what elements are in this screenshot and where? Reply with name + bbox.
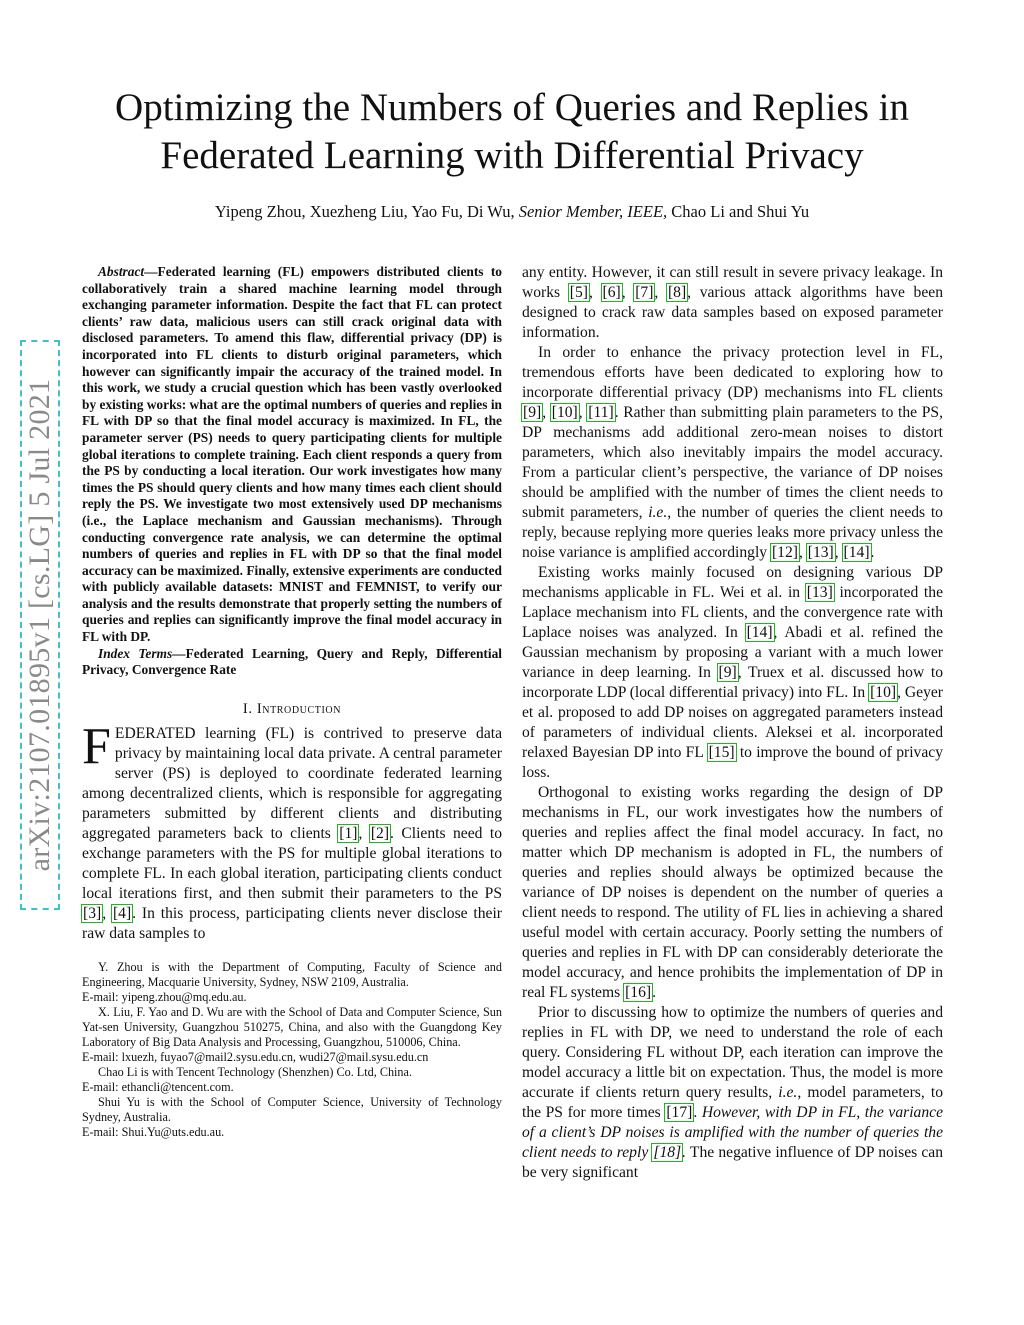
arxiv-identifier: arXiv:2107.01895v1 [cs.LG] 5 Jul 2021 [23, 378, 56, 872]
text: incorporated the Laplace mechanism into FL clients, and the convergence rate with Laplace noises was analyzed. In [522, 584, 943, 641]
text: . [652, 984, 656, 1001]
left-column [82, 264, 502, 1140]
abstract-lead: Abstract [98, 264, 145, 279]
text-italic: . [682, 1144, 687, 1161]
body-paragraph: any entity. However, it can still result in severe privacy leakage. In works [5], [6], [7], [8], various attack algorithms have been designed to crack raw data samples based on exposed parameter information. [522, 264, 943, 341]
text: . Rather than submitting plain parameters to the PS, DP mechanisms add additional zero-mean noises to distort parameters, which also inevitably impairs the model accuracy. From a particular client’s perspective, the variance of DP noises should be amplified with the number of times the client needs to submit parameters, [522, 404, 944, 521]
author-list [60, 202, 964, 222]
text: . [693, 1104, 702, 1121]
text: , Abadi et al. refined the Gaussian mechanism by proposing a variant with a much lower variance in deep learning. In [522, 624, 943, 681]
intro-paragraph [82, 717, 503, 944]
text: , various attack algorithms have been designed to crack raw data samples based on exposed parameter information. [522, 284, 943, 341]
author-title: Senior Member, IEEE, [518, 202, 668, 221]
body-paragraph: In order to enhance the privacy protection level in FL, tremendous efforts have been dedicated to exploring how to incorporate differential privacy (DP) mechanisms into FL clients [9], [10], [11]. Rather than submitting plain parameters to the PS, DP mechanisms add additional zero-mean noises to distort parameters, which also inevitably impairs the model accuracy. From a particular client’s perspective, the variance of DP noises should be amplified with the number of times the client needs to submit parameters, i.e., the number of queries the client needs to reply, because replying more queries leaks more privacy unless the noise variance is amplified accordingly [12], [13], [14]. [522, 344, 944, 561]
paper-title [60, 84, 964, 180]
footnote-email: E-mail: yipeng.zhou@mq.edu.au. [82, 989, 247, 1004]
citation-6[interactable]: [6] [602, 284, 621, 301]
sep: , [358, 824, 370, 842]
citation-16[interactable]: [16] [625, 984, 652, 1001]
footnote: Y. Zhou is with the Department of Computing, Faculty of Science and Engineering, Macquarie University, Sydney, NSW 2109, Australia. [82, 959, 502, 989]
citation-3[interactable]: [3] [83, 904, 102, 922]
index-terms-text: —Federated Learning, Query and Reply, Differential Privacy, Convergence Rate [82, 645, 502, 678]
text: Existing works mainly focused on designing various DP mechanisms applicable in FL. Wei et al. in [522, 564, 943, 601]
arxiv-stamp [20, 340, 60, 910]
citation-9[interactable]: [9] [523, 404, 542, 421]
footnote-email: E-mail: ethancli@tencent.com. [82, 1079, 234, 1094]
index-terms [82, 646, 502, 679]
citation-11[interactable]: [11] [588, 404, 614, 421]
intro-text-b: . Clients need to exchange parameters with the PS for multiple global iterations to complete FL. In each global iteration, participating clients conduct local iterations first, and then submit their parameters to the PS [82, 824, 502, 902]
citation-10[interactable]: [10] [870, 684, 897, 701]
text: . [870, 544, 875, 561]
intro-first-word: EDERATED [114, 724, 196, 742]
citation-13[interactable]: [13] [807, 544, 834, 561]
text: , the number of queries the client needs to reply, because replying more queries leaks more privacy unless the noise variance is amplified accordingly [522, 504, 943, 561]
citation-14[interactable]: [14] [746, 624, 773, 641]
abstract [82, 264, 502, 646]
citation-4[interactable]: [4] [112, 904, 132, 922]
citation-10[interactable]: [10] [551, 404, 578, 421]
intro-text-a: learning (FL) is contrived to preserve data privacy by maintaining local data private. A central parameter server (PS) is deployed to coordinate federated learning among decentralized clients, which is responsible for aggregating parameters submitted by different clients and distributing aggregated parameters back to clients [82, 724, 502, 842]
citation-18[interactable]: [18] [653, 1144, 682, 1161]
citation-14[interactable]: [14] [843, 544, 870, 561]
footnotes [82, 960, 502, 1140]
citation-17[interactable]: [17] [666, 1104, 693, 1121]
section-number: I. [242, 700, 253, 717]
text: to improve the bound of privacy loss. [522, 744, 943, 781]
index-terms-lead: Index Terms [98, 645, 173, 661]
body-paragraph [522, 783, 943, 1003]
text-italic: However, with DP in FL, the variance of a client’s DP noises is amplified with the number of queries the client needs to reply [522, 1104, 943, 1161]
authors-part-1: Yipeng Zhou, Xuezheng Liu, Yao Fu, Di Wu, [214, 202, 515, 221]
text: any entity. However, it can still result in severe privacy leakage. In works [522, 264, 943, 301]
footnote: X. Liu, F. Yao and D. Wu are with the School of Data and Computer Science, Sun Yat-sen University, Guangzhou 510275, China, and also with the Guangdong Key Laboratory of Big Data Analysis and Processing, Guangzhou, 510006, China. [82, 1004, 502, 1049]
citation-13[interactable]: [13] [806, 584, 833, 601]
text: Orthogonal to existing works regarding the design of DP mechanisms in FL, our work investigates how the numbers of queries and replies affect the final model accuracy. In fact, no matter which DP mechanism is adopted in FL, the numbers of queries and replies should always be optimized because the variance of DP noises is dependent on the number of queries a client needs to respond. The utility of FL lies in achieving a shared useful model with certain accuracy. Poorly setting the numbers of queries and replies in FL with DP can considerably deteriorate the model accuracy, and hence prohibits the implementation of DP in real FL systems [522, 784, 943, 1001]
text: , Geyer et al. proposed to add DP noises on aggregated parameters instead of parameters of individual clients. Aleksei et al. incorporated relaxed Bayesian DP into FL [522, 684, 943, 761]
citation-5[interactable]: [5] [569, 284, 588, 301]
citation-7[interactable]: [7] [635, 284, 654, 301]
text: , Truex et al. discussed how to incorporate LDP (local differential privacy) into FL. In [522, 664, 943, 701]
section-heading [82, 701, 502, 718]
citation-15[interactable]: [15] [708, 744, 735, 761]
citation-9[interactable]: [9] [718, 664, 737, 681]
footnote-email: E-mail: lxuezh, fuyao7@mail2.sysu.edu.cn, wudi27@mail.sysu.edu.cn [82, 1049, 429, 1064]
text-italic: i.e. [648, 504, 668, 521]
body-paragraph [522, 563, 943, 783]
text: Prior to discussing how to optimize the numbers of queries and replies in FL with DP, we need to understand the role of each query. Considering FL without DP, each iteration can improve the model accuracy a little bit on expectation. Thus, the model is more accurate if clients return query results, [522, 1004, 943, 1101]
footnote-email: E-mail: Shui.Yu@uts.edu.au. [82, 1124, 225, 1139]
footnote: Shui Yu is with the School of Computer Science, University of Technology Sydney, Australia. [82, 1094, 502, 1124]
text-italic: i.e. [778, 1084, 798, 1101]
sep: , [102, 904, 112, 922]
abstract-text: —Federated learning (FL) empowers distributed clients to collaboratively train a shared machine learning model through exchanging parameter information. Despite the fact that FL can protect clients’ raw data, malicious users can still crack original data with disclosed parameters. To amend this flaw, differential privacy (DP) is incorporated into FL clients to disturb original parameters, which however can significantly impair the accuracy of the trained model. In this work, we study a crucial question which has been vastly overlooked by existing works: what are the optimal numbers of queries and replies in FL with DP so that the final model accuracy is maximized. In FL, the parameter server (PS) needs to query participating clients for multiple global iterations to complete training. Each client responds a query from the PS by conducting a local iteration. Our work investigates how many times the PS should query clients and how many times each client should reply the PS. We investigate two most extensively used DP mechanisms (i.e., the Laplace mechanism and Gaussian mechanisms). Through conducting convergence rate analysis, we can determine the optimal numbers of queries and replies in FL with DP so that the final model accuracy can be maximized. Finally, extensive experiments are conducted with publicly available datasets: MNIST and FEMNIST, to verify our analysis and the results demonstrate that properly setting the numbers of queries and replies can significantly improve the final model accuracy in FL with DP. [82, 264, 502, 645]
text: , model parameters, to the PS for more times [522, 1084, 944, 1121]
citation-12[interactable]: [12] [771, 544, 798, 561]
authors-part-2: Chao Li and Shui Yu [671, 202, 810, 221]
title-line-1: Optimizing the Numbers of Queries and Replies in [115, 86, 909, 129]
citation-8[interactable]: [8] [667, 284, 687, 301]
title-line-2: Federated Learning with Differential Privacy [160, 134, 864, 177]
footnote: Chao Li is with Tencent Technology (Shenzhen) Co. Ltd, China. [98, 1064, 412, 1079]
citation-1[interactable]: [1] [339, 824, 358, 842]
body-paragraph [522, 1003, 943, 1183]
drop-cap: F [82, 717, 111, 775]
text: In order to enhance the privacy protection level in FL, tremendous efforts have been dedicated to exploring how to incorporate differential privacy (DP) mechanisms into FL clients [522, 344, 943, 401]
section-title: Introduction [256, 700, 342, 717]
text: The negative influence of DP noises can be very significant [522, 1144, 943, 1181]
intro-text-c: . In this process, participating clients never disclose their raw data samples to [82, 904, 503, 942]
citation-2[interactable]: [2] [370, 824, 390, 842]
right-column [522, 263, 943, 1183]
